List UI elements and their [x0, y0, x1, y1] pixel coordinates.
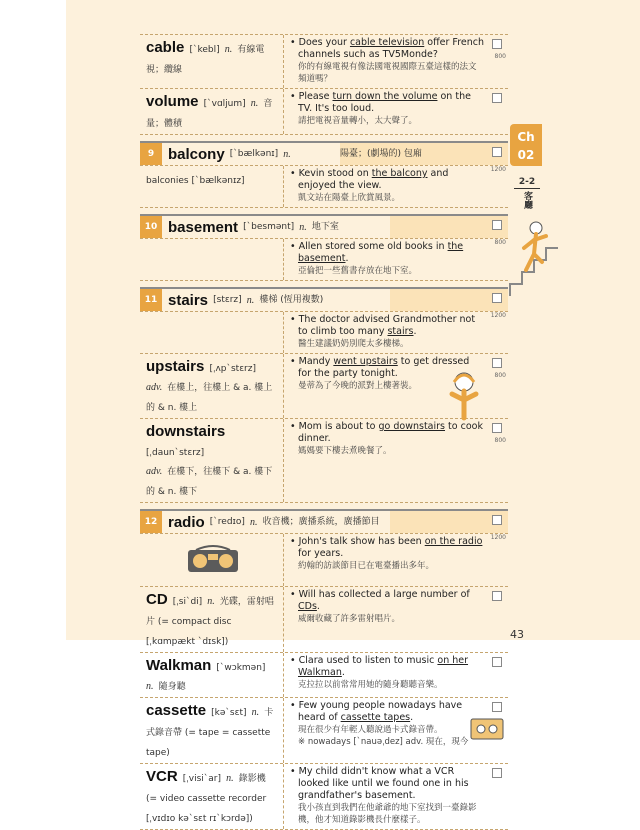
- part-of-speech: n.: [146, 681, 154, 692]
- stairs-person-illustration: [508, 218, 558, 298]
- entry-radio: [140, 534, 508, 587]
- entry-right: [284, 239, 508, 280]
- definition: 地下室: [311, 221, 339, 232]
- example-zh: 你的有線電視有像法國電視國際五臺這樣的法文頻道嗎？: [298, 62, 477, 84]
- checkbox[interactable]: [492, 220, 502, 230]
- header-word: [140, 216, 390, 238]
- word: VCR: [146, 768, 178, 785]
- ipa: [stɛrz]: [213, 295, 242, 305]
- word: downstairs: [146, 423, 226, 440]
- example-zh: 曼蒂為了今晚的派對上樓著裝。: [298, 381, 418, 391]
- header-fill: [390, 511, 508, 533]
- word: volume: [146, 93, 199, 110]
- word: cassette: [146, 702, 207, 719]
- section-number-label: 2-2: [514, 176, 540, 189]
- example-zh: 亞倫把一些舊書存放在地下室。: [298, 266, 418, 276]
- word: upstairs: [146, 358, 205, 375]
- definition: 光碟，雷射唱片 (= compact disc [ˌkɑmpækt ˋdɪsk]): [146, 597, 274, 647]
- checkbox[interactable]: [492, 591, 502, 601]
- example-zh: 克拉拉以前常常用她的隨身聽聽音樂。: [298, 680, 443, 690]
- entry-left: [140, 764, 284, 829]
- section-title: 客廳: [522, 191, 532, 209]
- entry-left: [140, 534, 284, 586]
- word: cable: [146, 39, 185, 56]
- ipa: [ˋvɑljum]: [203, 99, 246, 109]
- ipa: [ˋkebl]: [189, 45, 220, 55]
- entry-downstairs: [140, 419, 508, 503]
- definition: 錄影機 (= video cassette recorder [ˌvɪdɪo kəˋsɛt rɪˋkɔrdə]): [146, 774, 267, 824]
- entry-right: [284, 698, 508, 763]
- entry-walkman: [140, 653, 508, 698]
- entry-left: [140, 587, 284, 652]
- vocab-list: [140, 34, 508, 830]
- ipa: [ˋwɔkmən]: [216, 663, 266, 673]
- header-word: [140, 143, 340, 165]
- entry-right: [284, 166, 508, 207]
- plural-form: balconies [ˋbælkənɪz]: [146, 176, 245, 186]
- word: stairs: [168, 291, 209, 309]
- entry-vcr: [140, 764, 508, 830]
- entry-right: [284, 312, 508, 353]
- part-of-speech: n.: [226, 773, 234, 784]
- example-en: • Allen stored some old books in the basement.: [290, 241, 464, 264]
- boombox-icon: [186, 544, 240, 574]
- entry-right: [284, 587, 508, 652]
- example-en: • Will has collected a large number of CDs.: [290, 589, 470, 612]
- checkbox[interactable]: [492, 768, 502, 778]
- header-fill: [390, 289, 508, 311]
- part-of-speech: adv.: [146, 382, 163, 393]
- vocab-note: ※ nowadays [ˋnauəˌdez] adv. 現在，現今: [298, 737, 469, 747]
- ipa: [ˋredɪo]: [209, 517, 245, 527]
- page-number: 43: [510, 628, 524, 641]
- entry-left: [140, 419, 284, 502]
- ipa: [ˋbælkənɪ]: [229, 149, 279, 159]
- example-zh: 媽媽要下樓去煮晚餐了。: [298, 446, 392, 456]
- word: Walkman: [146, 657, 212, 674]
- entry-cable: [140, 34, 508, 89]
- checkbox[interactable]: [492, 657, 502, 667]
- entry-left: [140, 239, 284, 280]
- entry-right: [284, 764, 508, 829]
- entry-right: [284, 534, 508, 586]
- word: radio: [168, 513, 205, 531]
- level-label: 1200: [490, 534, 506, 541]
- example-en: • Mom is about to go downstairs to cook dinner.: [290, 421, 483, 444]
- example-zh: 威爾收藏了許多雷射唱片。: [298, 614, 401, 624]
- chapter-tab-label: Ch: [517, 130, 535, 144]
- ipa: [kəˋsɛt]: [211, 708, 247, 718]
- section-header-radio: [140, 509, 508, 534]
- checkbox[interactable]: [492, 702, 502, 712]
- entry-balcony: [140, 166, 508, 208]
- entry-cassette: [140, 698, 508, 764]
- example-zh: 約翰的訪談節目已在電臺播出多年。: [298, 561, 435, 571]
- entry-cd: [140, 587, 508, 653]
- entry-left: [140, 89, 284, 134]
- example-zh: 現在很少有年輕人聽說過卡式錄音帶。: [298, 725, 443, 735]
- ipa: [ˌdaunˋstɛrz]: [146, 448, 205, 458]
- part-of-speech: n.: [250, 516, 258, 528]
- entry-left: [140, 698, 284, 763]
- example-zh: 請把電視音量轉小，太大聲了。: [298, 116, 418, 126]
- ipa: [ˌsiˋdi]: [172, 597, 203, 607]
- checkbox[interactable]: [492, 293, 502, 303]
- example-en: • Kevin stood on the balcony and enjoyed the view.: [290, 168, 449, 191]
- definition: 樓梯 (恆用複數): [259, 294, 324, 305]
- ipa: [ˌvisiˋar]: [182, 774, 221, 784]
- checkbox[interactable]: [492, 93, 502, 103]
- example-en: • My child didn't know what a VCR looked like until we found one in his grandfather's basement.: [290, 766, 469, 801]
- definition: 有線電視；纜線: [146, 45, 265, 75]
- example-en: • Does your cable television offer French channels such as TV5Monde?: [290, 37, 485, 60]
- example-en: • John's talk show has been on the radio for years.: [290, 536, 483, 559]
- entry-stairs: [140, 312, 508, 354]
- checkbox[interactable]: [492, 515, 502, 525]
- level-label: 1200: [490, 312, 506, 319]
- part-of-speech: n.: [251, 707, 260, 718]
- entry-left: [140, 354, 284, 418]
- level-label: 800: [494, 239, 506, 246]
- word: CD: [146, 591, 168, 608]
- definition: 音量；體積: [146, 99, 273, 129]
- level-label: 800: [494, 53, 506, 60]
- definition: 收音機；廣播系統，廣播節目: [262, 516, 380, 527]
- part-of-speech: n.: [207, 596, 215, 607]
- section-header-stairs: [140, 287, 508, 312]
- level-label: 800: [494, 372, 506, 379]
- definition: 陽臺；(劇場的) 包廂: [340, 149, 422, 159]
- entry-volume: [140, 89, 508, 135]
- entry-right: [284, 653, 508, 697]
- word: balcony: [168, 145, 225, 163]
- section-label: [514, 176, 540, 209]
- example-en: • Please turn down the volume on the TV. It's too loud.: [290, 91, 471, 114]
- example-zh: 凱文站在陽臺上欣賞風景。: [298, 193, 401, 203]
- ipa: [ˌʌpˋstɛrz]: [209, 364, 256, 374]
- section-number: 11: [140, 289, 162, 311]
- section-header-basement: [140, 214, 508, 239]
- example-en: • The doctor advised Grandmother not to climb too many stairs.: [290, 314, 476, 337]
- header-word: [140, 289, 390, 311]
- checkbox[interactable]: [492, 39, 502, 49]
- part-of-speech: n.: [283, 148, 291, 160]
- header-fill: [340, 143, 508, 165]
- chapter-tab[interactable]: [510, 124, 542, 166]
- part-of-speech: n.: [299, 221, 307, 233]
- example-en: • Mandy went upstairs to get dressed for the party tonight.: [290, 356, 470, 379]
- part-of-speech: n.: [250, 98, 259, 109]
- entry-right: [284, 35, 508, 88]
- part-of-speech: n.: [246, 294, 255, 306]
- section-number: 12: [140, 511, 162, 533]
- example-en: • Few young people nowadays have heard of cassette tapes.: [290, 700, 463, 723]
- level-label: 1200: [490, 166, 506, 173]
- definition: 在樓下，往樓下 & a. 樓下的 & n. 樓下: [146, 467, 273, 497]
- example-en: • Clara used to listen to music on her Walkman.: [290, 655, 469, 678]
- entry-right: [284, 419, 508, 502]
- entry-basement: [140, 239, 508, 281]
- word: basement: [168, 218, 239, 236]
- level-label: 800: [494, 437, 506, 444]
- definition: 卡式錄音帶 (= tape = cassette tape): [146, 708, 274, 758]
- definition: 在樓上，往樓上 & a. 樓上的 & n. 樓上: [146, 383, 273, 413]
- section-header-balcony: [140, 141, 508, 166]
- entry-right: [284, 89, 508, 134]
- checkbox[interactable]: [492, 147, 502, 157]
- section-number: 10: [140, 216, 162, 238]
- entry-left: [140, 166, 284, 207]
- entry-left: [140, 653, 284, 697]
- chapter-sidebar: [510, 124, 548, 209]
- cassette-tape-icon: [470, 718, 504, 740]
- example-zh: 我小孩直到我們在他爺爺的地下室找到一臺錄影機，他才知道錄影機長什麼樣子。: [298, 803, 477, 825]
- boombox-person-illustration: [434, 370, 494, 426]
- ipa: [ˋbesmənt]: [243, 222, 295, 232]
- chapter-number: 02: [517, 148, 535, 162]
- example-zh: 醫生建議奶奶別爬太多樓梯。: [298, 339, 409, 349]
- entry-left: [140, 35, 284, 88]
- section-number: 9: [140, 143, 162, 165]
- entry-left: [140, 312, 284, 353]
- checkbox[interactable]: [492, 358, 502, 368]
- part-of-speech: adv.: [146, 466, 163, 477]
- definition: 隨身聽: [158, 682, 186, 692]
- header-fill: [390, 216, 508, 238]
- header-word: [140, 511, 390, 533]
- part-of-speech: n.: [224, 44, 233, 55]
